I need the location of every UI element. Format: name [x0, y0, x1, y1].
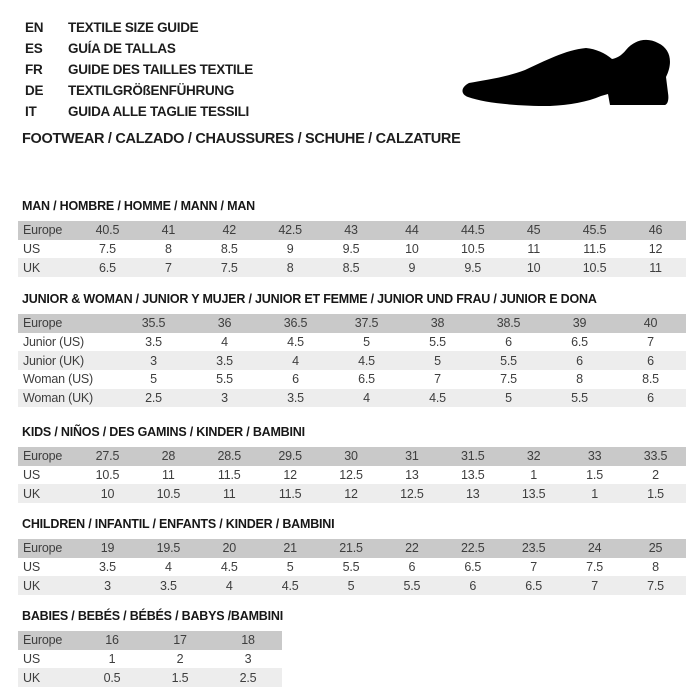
size-cell: 5 [473, 389, 544, 408]
row-label: Europe [18, 447, 77, 466]
language-label: GUIDA ALLE TAGLIE TESSILI [68, 104, 249, 119]
table-row [18, 314, 686, 333]
size-cell: 5 [321, 576, 382, 595]
table-title: BABIES / BEBÉS / BÉBÉS / BABYS /BAMBINI [22, 609, 283, 623]
size-cell: 6 [473, 333, 544, 352]
table-row [18, 576, 686, 595]
size-cell: 7.5 [77, 240, 138, 259]
size-cell: 28.5 [199, 447, 260, 466]
size-cell: 11.5 [199, 466, 260, 485]
table-row [18, 466, 686, 485]
table-row [18, 631, 282, 650]
table-row [18, 539, 686, 558]
size-cell: 27.5 [77, 447, 138, 466]
size-cell: 7 [615, 333, 686, 352]
section-junior-woman [18, 292, 686, 407]
size-cell: 36.5 [260, 314, 331, 333]
size-table-junior-woman [18, 314, 686, 407]
row-label: Europe [18, 631, 78, 650]
row-label: US [18, 466, 77, 485]
size-cell: 1.5 [625, 484, 686, 503]
size-cell: 12 [260, 466, 321, 485]
size-cell: 33 [564, 447, 625, 466]
size-cell: 10.5 [138, 484, 199, 503]
size-cell: 4.5 [260, 576, 321, 595]
row-label: UK [18, 258, 77, 277]
row-label: US [18, 240, 77, 259]
size-cell: 3 [214, 650, 282, 669]
size-cell: 44 [381, 221, 442, 240]
size-cell: 1 [503, 466, 564, 485]
size-cell: 9.5 [442, 258, 503, 277]
size-cell: 3 [77, 576, 138, 595]
size-cell: 45.5 [564, 221, 625, 240]
table-title: JUNIOR & WOMAN / JUNIOR Y MUJER / JUNIOR ET FEMME / JUNIOR UND FRAU / JUNIOR E DONA [22, 292, 597, 306]
row-label: US [18, 558, 77, 577]
size-cell: 6.5 [544, 333, 615, 352]
table-row [18, 650, 282, 669]
language-code: DE [25, 83, 44, 98]
size-cell: 7 [138, 258, 199, 277]
language-row-it [25, 101, 253, 122]
size-cell: 8 [260, 258, 321, 277]
size-cell: 2 [146, 650, 214, 669]
language-label: TEXTILGRÖßENFÜHRUNG [68, 83, 235, 98]
size-cell: 7 [564, 576, 625, 595]
row-label: Europe [18, 314, 118, 333]
size-cell: 6.5 [503, 576, 564, 595]
size-cell: 7.5 [199, 258, 260, 277]
size-cell: 42.5 [260, 221, 321, 240]
size-cell: 5.5 [381, 576, 442, 595]
size-cell: 5 [118, 370, 189, 389]
size-cell: 3.5 [118, 333, 189, 352]
size-table-children [18, 539, 686, 595]
size-cell: 2 [625, 466, 686, 485]
size-cell: 5.5 [321, 558, 382, 577]
language-code: ES [25, 41, 43, 56]
size-cell: 22.5 [442, 539, 503, 558]
size-cell: 36 [189, 314, 260, 333]
size-cell: 8.5 [199, 240, 260, 259]
size-cell: 12.5 [381, 484, 442, 503]
size-cell: 8 [138, 240, 199, 259]
size-cell: 10.5 [77, 466, 138, 485]
size-cell: 6 [615, 351, 686, 370]
table-row [18, 258, 686, 277]
size-cell: 25 [625, 539, 686, 558]
size-cell: 10 [77, 484, 138, 503]
size-cell: 11 [625, 258, 686, 277]
size-cell: 7.5 [564, 558, 625, 577]
section-children [18, 517, 686, 595]
size-cell: 1 [78, 650, 146, 669]
size-cell: 11 [138, 466, 199, 485]
size-cell: 12 [321, 484, 382, 503]
size-cell: 19 [77, 539, 138, 558]
size-cell: 5.5 [473, 351, 544, 370]
section-babies [18, 609, 686, 687]
size-cell: 5.5 [402, 333, 473, 352]
size-cell: 42 [199, 221, 260, 240]
size-cell: 31.5 [442, 447, 503, 466]
size-cell: 38.5 [473, 314, 544, 333]
size-cell: 37.5 [331, 314, 402, 333]
size-cell: 2.5 [214, 668, 282, 687]
language-code: EN [25, 20, 44, 35]
size-cell: 5.5 [544, 389, 615, 408]
size-cell: 29.5 [260, 447, 321, 466]
size-cell: 10 [381, 240, 442, 259]
size-cell: 3 [118, 351, 189, 370]
size-cell: 11.5 [260, 484, 321, 503]
language-label: GUÍA DE TALLAS [68, 41, 176, 56]
language-code: IT [25, 104, 37, 119]
size-cell: 8.5 [321, 258, 382, 277]
size-cell: 8.5 [615, 370, 686, 389]
table-title: KIDS / NIÑOS / DES GAMINS / KINDER / BAMBINI [22, 425, 305, 439]
size-cell: 6 [544, 351, 615, 370]
table-row [18, 484, 686, 503]
size-cell: 40.5 [77, 221, 138, 240]
size-cell: 13 [381, 466, 442, 485]
row-label: Woman (US) [18, 370, 118, 389]
section-man [18, 199, 686, 277]
language-list [25, 17, 253, 122]
size-cell: 4.5 [331, 351, 402, 370]
size-cell: 41 [138, 221, 199, 240]
size-cell: 16 [78, 631, 146, 650]
table-row [18, 221, 686, 240]
size-cell: 11.5 [564, 240, 625, 259]
table-title: CHILDREN / INFANTIL / ENFANTS / KINDER / BAMBINI [22, 517, 335, 531]
size-cell: 4.5 [199, 558, 260, 577]
size-cell: 6.5 [442, 558, 503, 577]
size-cell: 43 [321, 221, 382, 240]
size-cell: 11 [503, 240, 564, 259]
size-cell: 31 [381, 447, 442, 466]
language-row-fr [25, 59, 253, 80]
shoe-icon [455, 25, 675, 115]
size-cell: 13.5 [442, 466, 503, 485]
row-label: UK [18, 576, 77, 595]
size-cell: 7 [402, 370, 473, 389]
size-cell: 2.5 [118, 389, 189, 408]
language-row-en [25, 17, 253, 38]
size-cell: 3.5 [138, 576, 199, 595]
size-cell: 28 [138, 447, 199, 466]
table-row [18, 389, 686, 408]
size-cell: 9.5 [321, 240, 382, 259]
language-row-de [25, 80, 253, 101]
size-cell: 0.5 [78, 668, 146, 687]
table-row [18, 351, 686, 370]
size-cell: 32 [503, 447, 564, 466]
size-table-kids [18, 447, 686, 503]
row-label: Europe [18, 221, 77, 240]
size-cell: 45 [503, 221, 564, 240]
language-label: GUIDE DES TAILLES TEXTILE [68, 62, 254, 77]
table-row [18, 240, 686, 259]
size-cell: 7.5 [625, 576, 686, 595]
row-label: UK [18, 668, 78, 687]
size-cell: 5 [331, 333, 402, 352]
size-cell: 19.5 [138, 539, 199, 558]
size-cell: 10.5 [442, 240, 503, 259]
row-label: UK [18, 484, 77, 503]
size-cell: 3 [189, 389, 260, 408]
size-cell: 4 [138, 558, 199, 577]
size-cell: 5.5 [189, 370, 260, 389]
size-cell: 6 [381, 558, 442, 577]
size-cell: 4.5 [402, 389, 473, 408]
size-cell: 9 [260, 240, 321, 259]
table-row [18, 370, 686, 389]
size-cell: 1.5 [146, 668, 214, 687]
size-cell: 39 [544, 314, 615, 333]
size-cell: 9 [381, 258, 442, 277]
row-label: Junior (US) [18, 333, 118, 352]
table-row [18, 558, 686, 577]
size-cell: 18 [214, 631, 282, 650]
size-cell: 33.5 [625, 447, 686, 466]
size-table-man [18, 221, 686, 277]
size-cell: 40 [615, 314, 686, 333]
size-cell: 23.5 [503, 539, 564, 558]
size-cell: 13.5 [503, 484, 564, 503]
size-table-babies [18, 631, 282, 687]
size-cell: 5 [260, 558, 321, 577]
section-kids [18, 425, 686, 503]
size-cell: 7 [503, 558, 564, 577]
size-cell: 6 [615, 389, 686, 408]
size-cell: 8 [544, 370, 615, 389]
size-cell: 3.5 [189, 351, 260, 370]
row-label: US [18, 650, 78, 669]
size-cell: 38 [402, 314, 473, 333]
size-cell: 10.5 [564, 258, 625, 277]
row-label: Junior (UK) [18, 351, 118, 370]
size-cell: 12 [625, 240, 686, 259]
language-code: FR [25, 62, 43, 77]
size-cell: 46 [625, 221, 686, 240]
language-label: TEXTILE SIZE GUIDE [68, 20, 199, 35]
size-cell: 44.5 [442, 221, 503, 240]
size-cell: 7.5 [473, 370, 544, 389]
size-cell: 4 [189, 333, 260, 352]
size-cell: 4 [260, 351, 331, 370]
size-cell: 6 [442, 576, 503, 595]
table-row [18, 447, 686, 466]
size-cell: 21 [260, 539, 321, 558]
size-cell: 17 [146, 631, 214, 650]
size-cell: 21.5 [321, 539, 382, 558]
size-cell: 3.5 [260, 389, 331, 408]
size-cell: 6 [260, 370, 331, 389]
size-cell: 4.5 [260, 333, 331, 352]
row-label: Woman (UK) [18, 389, 118, 408]
size-cell: 4 [199, 576, 260, 595]
size-cell: 35.5 [118, 314, 189, 333]
table-row [18, 668, 282, 687]
size-cell: 13 [442, 484, 503, 503]
size-cell: 5 [402, 351, 473, 370]
table-row [18, 333, 686, 352]
size-cell: 12.5 [321, 466, 382, 485]
size-cell: 4 [331, 389, 402, 408]
size-cell: 11 [199, 484, 260, 503]
size-cell: 22 [381, 539, 442, 558]
size-cell: 3.5 [77, 558, 138, 577]
language-row-es [25, 38, 253, 59]
size-cell: 6.5 [77, 258, 138, 277]
size-cell: 8 [625, 558, 686, 577]
table-title: MAN / HOMBRE / HOMME / MANN / MAN [22, 199, 255, 213]
size-cell: 30 [321, 447, 382, 466]
size-cell: 24 [564, 539, 625, 558]
row-label: Europe [18, 539, 77, 558]
size-cell: 1 [564, 484, 625, 503]
size-cell: 20 [199, 539, 260, 558]
category-title: FOOTWEAR / CALZADO / CHAUSSURES / SCHUHE / CALZATURE [22, 131, 461, 147]
size-cell: 6.5 [331, 370, 402, 389]
size-cell: 10 [503, 258, 564, 277]
size-cell: 1.5 [564, 466, 625, 485]
